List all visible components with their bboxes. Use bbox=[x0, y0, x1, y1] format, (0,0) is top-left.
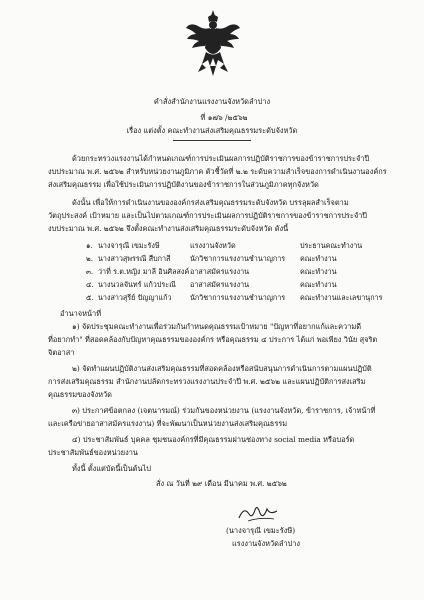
order-date: สั่ง ณ วันที่ ๒๙ เดือน มีนาคม พ.ศ. ๒๕๖๒ bbox=[156, 479, 287, 488]
duty-4-line-1: ๔) ประชาสัมพันธ์ บุคคล ชุมชนองค์กรที่มีคุณธรรมผ่านช่องทาง social media หรือบอร์ด bbox=[72, 435, 355, 444]
member-position: อาสาสมัครแรงงาน bbox=[190, 280, 250, 289]
duty-2-line-2: การส่งเสริมคุณธรรม สำนักงานปลัดกระทรวงแรงงานประจำปี พ.ศ. ๒๕๖๒ และแผนปฏิบัติการส่งเสริม bbox=[48, 377, 366, 386]
paragraph-2-line-3: งบประมาณ พ.ศ. ๒๕๖๒ จึงตั้งคณะทำงานส่งเสริมคุณธรรมระดับจังหวัด ดังนี้ bbox=[48, 224, 289, 233]
paragraph-1-line-3: ส่งเสริมคุณธรรม เพื่อใช้ประเมินการปฏิบัติงานของข้าราชการในส่วนภูมิภาคทุกจังหวัด bbox=[48, 180, 319, 189]
order-org-title: คำสั่งสำนักงานแรงงานจังหวัดลำปาง bbox=[153, 97, 271, 106]
member-number: ๔. bbox=[86, 280, 94, 289]
paragraph-2-line-2: วัตถุประสงค์ เป้าหมาย และเป็นไปตามเกณฑ์การประเมินผลการปฏิบัติราชการของข้าราชการประจำปี bbox=[48, 211, 367, 220]
member-role: คณะทำงาน bbox=[300, 267, 337, 276]
duty-4-line-2: ประชาสัมพันธ์ของหน่วยงาน bbox=[48, 448, 138, 457]
member-role: คณะทำงานและเลขานุการ bbox=[300, 293, 383, 302]
member-role: ประธานคณะทำงาน bbox=[300, 241, 363, 250]
duty-2-line-3: คุณธรรมของจังหวัด bbox=[48, 390, 112, 399]
handwritten-signature bbox=[236, 500, 280, 526]
order-subject: เรื่อง แต่งตั้ง คณะทำงานส่งเสริมคุณธรรมระดับจังหวัด bbox=[126, 126, 298, 135]
member-number: ๓. bbox=[86, 267, 94, 276]
member-role: คณะทำงาน bbox=[300, 254, 337, 263]
effective-statement: ทั้งนี้ ตั้งแต่บัดนี้เป็นต้นไป bbox=[72, 464, 151, 473]
member-position: แรงงานจังหวัด bbox=[190, 241, 236, 250]
member-name: นางนวลจันทร์ แก้วประณี bbox=[98, 280, 176, 289]
duty-3-line-1: ๓) ประกาศข้อตกลง (เจตนารมณ์) ร่วมกันของหน่วยงาน (แรงงานจังหวัด, ข้าราชการ, เจ้าหน้าที่ bbox=[72, 406, 376, 415]
paragraph-2-line-1: ดังนั้น เพื่อให้การดำเนินงานขององค์กรส่งเสริมคุณธรรมระดับจังหวัด บรรลุผลสำเร็จตาม bbox=[72, 198, 349, 207]
duty-1-line-1: ๑) จัดประชุมคณะทำงานเพื่อร่วมกันกำหนดคุณธรรมเป้าหมาย "ปัญหาที่อยากแก้และความดี bbox=[72, 322, 362, 331]
member-name: นางจารุณี เขมะรังษี bbox=[98, 241, 160, 250]
member-name: นางสาวสุรีย์ ปัญญาแก้ว bbox=[98, 293, 172, 302]
paragraph-1-line-2: งบประมาณ พ.ศ. ๒๕๖๒ สำหรับหน่วยงานภูมิภาค ตัวชี้วัดที่ ๒.๒ ระดับความสำเร็จของการดำเนินงานองค์กร bbox=[48, 167, 387, 176]
duty-1-line-3: จิตอาสา bbox=[48, 348, 75, 357]
order-number: ที่ ๑๗๖ /๒๕๖๒ bbox=[200, 113, 248, 122]
member-role: คณะทำงาน bbox=[300, 280, 337, 289]
member-name: นางสาวสุพรรณี สืบกาสี bbox=[98, 254, 171, 263]
garuda-emblem-icon bbox=[184, 8, 242, 78]
paragraph-1-line-1: ด้วยกระทรวงแรงงานได้กำหนดเกณฑ์การประเมินผลการปฏิบัติราชการของข้าราชการประจำปี bbox=[72, 154, 370, 163]
member-position: นักวิชาการแรงงานชำนาญการ bbox=[190, 254, 286, 263]
duty-1-line-2: ที่อยากทำ" ที่สอดคล้องกับปัญหาคุณธรรมขององค์กร หรือคุณธรรม ๔ ประการ ได้แก่ พอเพียง วินัย สุจริต bbox=[48, 335, 378, 344]
member-number: ๑. bbox=[86, 241, 93, 250]
duty-2-line-1: ๒) จัดทำแผนปฏิบัติงานส่งเสริมคุณธรรมที่สอดคล้องหรือสนับสนุนการดำเนินการตามแผนปฏิบัติ bbox=[72, 364, 372, 373]
member-position: นักวิชาการแรงงานชำนาญการ bbox=[190, 293, 286, 302]
signer-title: แรงงานจังหวัดลำปาง bbox=[232, 539, 301, 548]
member-position: อาสาสมัครแรงงาน bbox=[190, 267, 250, 276]
duty-3-line-2: และเครือข่ายอาสาสมัครแรงงาน) ที่จะพัฒนาเป็นหน่วยงานส่งเสริมคุณธรรม bbox=[48, 419, 288, 428]
member-name: ว่าที่ ร.ต.หญิง มาลี อินศิลสงค์ bbox=[98, 267, 190, 276]
title-divider bbox=[173, 140, 251, 141]
duties-heading: อำนาจหน้าที่ bbox=[60, 309, 102, 318]
signer-name: (นางจารุณี เขมะรังษี) bbox=[226, 526, 296, 535]
member-number: ๕. bbox=[86, 293, 94, 302]
member-number: ๒. bbox=[86, 254, 94, 263]
